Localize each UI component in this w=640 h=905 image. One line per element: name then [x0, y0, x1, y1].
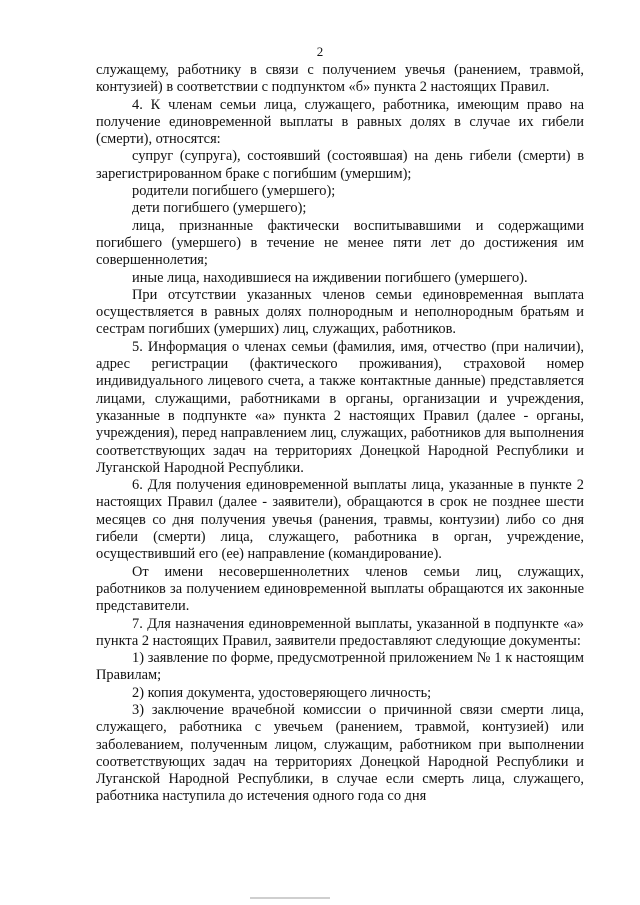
- list-item-3: 3) заключение врачебной комиссии о причинной связи смерти лица, служащего, работника с увечьем (ранением, травмой, контузией) или заболеванием, полученным лицом, служащим, работником при выполнении соответствующих задач на территориях Донецкой Народной Республики и Луганской Народной Республики, в случае если смерть лица, служащего, работника наступила до истечения одного года со дня: [96, 701, 584, 805]
- paragraph-item-5: 5. Информация о членах семьи (фамилия, имя, отчество (при наличии), адрес регистрации (фактического проживания), страховой номер индивидуального лицевого счета, а также контактные данные) представляется лицами, служащими, работниками в органы, организации и учреждения, указанные в подпункте «а» пункта 2 настоящих Правил (далее - органы, учреждения), перед направлением лиц, служащих, работников для выполнения соответствующих задач на территориях Донецкой Народной Республики и Луганской Народной Республики.: [96, 338, 584, 476]
- paragraph-item-6: 6. Для получения единовременной выплаты лица, указанные в пункте 2 настоящих Правил (далее - заявители), обращаются в срок не позднее шести месяцев со дня получения увечья (ранения, травмы, контузии) либо со дня гибели (смерти) лица, служащего, работника в орган, учреждение, осуществивший его (ее) направление (командирование).: [96, 477, 584, 563]
- paragraph-children: дети погибшего (умершего);: [132, 200, 307, 217]
- list-item-2: 2) копия документа, удостоверяющего личность;: [132, 684, 432, 701]
- page-number: 2: [316, 44, 324, 59]
- paragraph-siblings: При отсутствии указанных членов семьи единовременная выплата осуществляется в равных долях полнородным и неполнородным братьям и сестрам погибших (умерших) лиц, служащих, работников.: [96, 286, 584, 338]
- list-item-1: 1) заявление по форме, предусмотренной приложением № 1 к настоящим Правилам;: [96, 650, 584, 684]
- paragraph-dependents: иные лица, находившиеся на иждивении погибшего (умершего).: [132, 269, 528, 286]
- paragraph-continuation: служащему, работнику в связи с получением увечья (ранением, травмой, контузией) в соответствии с подпунктом «б» пункта 2 настоящих Правил.: [96, 62, 584, 96]
- document-body: [96, 62, 584, 806]
- scan-artifact: [250, 897, 330, 899]
- paragraph-parents: родители погибшего (умершего);: [132, 183, 336, 200]
- paragraph-item-4: 4. К членам семьи лица, служащего, работника, имеющим право на получение единовременной выплаты в равных долях в случае их гибели (смерти), относятся:: [96, 96, 584, 148]
- paragraph-spouse: супруг (супруга), состоявший (состоявшая) на день гибели (смерти) в зарегистрированном браке с погибшим (умершим);: [96, 148, 584, 182]
- paragraph-guardians: лица, признанные фактически воспитывавшими и содержащими погибшего (умершего) в течение не менее пяти лет до достижения им совершеннолетия;: [96, 217, 584, 269]
- paragraph-minors: От имени несовершеннолетних членов семьи лиц, служащих, работников за получением единовременной выплаты обращаются их законные представители.: [96, 563, 584, 615]
- paragraph-item-7: 7. Для назначения единовременной выплаты, указанной в подпункте «а» пункта 2 настоящих Правил, заявители предоставляют следующие документы:: [96, 615, 584, 649]
